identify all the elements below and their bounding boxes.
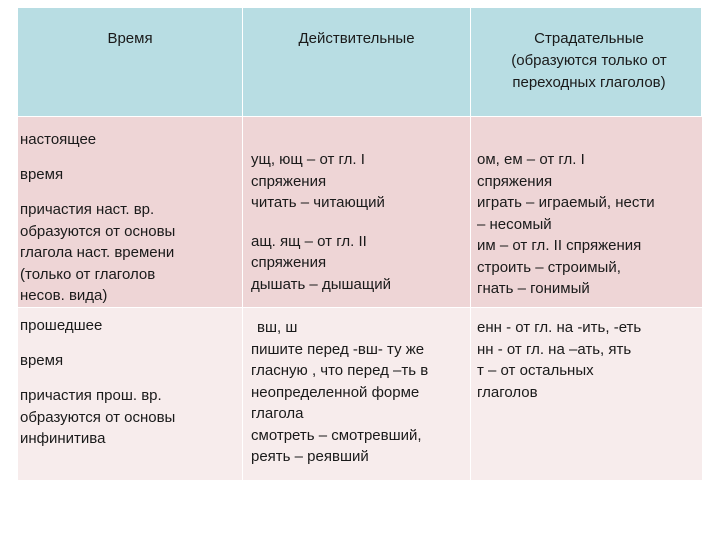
present-time-description [20, 199, 242, 307]
header-passive-line-3: переходных глаголов) [512, 74, 666, 91]
header-active [243, 8, 471, 116]
past-passive-line: глаголов [477, 383, 538, 401]
past-time-cell [18, 307, 243, 480]
present-active-line: ащ. ящ – от гл. II [251, 232, 367, 250]
header-passive-line-2: (образуются только от [511, 52, 667, 69]
past-active-line: глагола [251, 405, 304, 422]
past-active-line: смотреть – смотревший, [251, 426, 422, 444]
present-active-block-1 [251, 149, 470, 214]
past-active-line: неопределенной форме [251, 383, 420, 401]
present-passive-line: спряжения [477, 172, 553, 190]
past-active-line: вш, ш [257, 319, 298, 336]
past-time-title: прошедшее [20, 317, 103, 334]
past-active-line: пишите перед -вш- ту же [251, 340, 425, 358]
past-time-title-2: время [20, 351, 64, 369]
header-time [18, 8, 243, 116]
present-active-line: спряжения [251, 254, 327, 271]
present-desc-line: образуются от основы [20, 222, 176, 240]
present-active-block-2 [251, 231, 470, 296]
present-passive-line: – несомый [477, 215, 552, 233]
past-desc-line: образуются от основы [20, 408, 176, 426]
present-passive-line: гнать – гонимый [477, 280, 590, 297]
past-passive-line: нн - от гл. на –ать, ять [477, 340, 632, 358]
past-passive-line: енн - от гл. на -ить, -еть [477, 319, 642, 336]
past-passive-line: т – от остальных [477, 362, 594, 379]
past-passive-cell [471, 307, 702, 480]
header-passive-line-1: Страдательные [534, 30, 644, 47]
present-passive-cell [471, 116, 702, 307]
present-desc-line: причастия наст. вр. [20, 201, 155, 218]
present-active-line: дышать – дышащий [251, 275, 391, 293]
past-active-line: реять – реявший [251, 448, 369, 465]
present-active-line: ущ, ющ – от гл. I [251, 151, 365, 168]
participles-table [18, 8, 702, 480]
past-active-line: гласную , что перед –ть в [251, 362, 429, 379]
header-passive [471, 8, 702, 116]
present-time-cell [18, 116, 243, 307]
present-passive-line: ом, ем – от гл. I [477, 151, 585, 168]
present-time-title-2: время [20, 165, 64, 183]
past-time-description [20, 385, 242, 450]
past-desc-line: причастия прош. вр. [20, 387, 162, 404]
present-passive-line: строить – строимый, [477, 258, 621, 276]
present-active-line: спряжения [251, 172, 327, 190]
present-active-line: читать – читающий [251, 194, 385, 211]
header-time-label: Время [107, 30, 153, 47]
past-active-cell [243, 307, 471, 480]
header-active-label: Действительные [298, 30, 415, 47]
present-active-cell [243, 116, 471, 307]
past-desc-line: инфинитива [20, 430, 106, 447]
present-passive-line: им – от гл. II спряжения [477, 237, 642, 254]
present-passive-line: играть – играемый, нести [477, 194, 655, 211]
present-desc-line: (только от глаголов [20, 265, 156, 283]
present-desc-line: глагола наст. времени [20, 244, 175, 261]
present-time-title: настоящее [20, 131, 97, 148]
present-desc-line: несов. вида) [20, 287, 108, 304]
